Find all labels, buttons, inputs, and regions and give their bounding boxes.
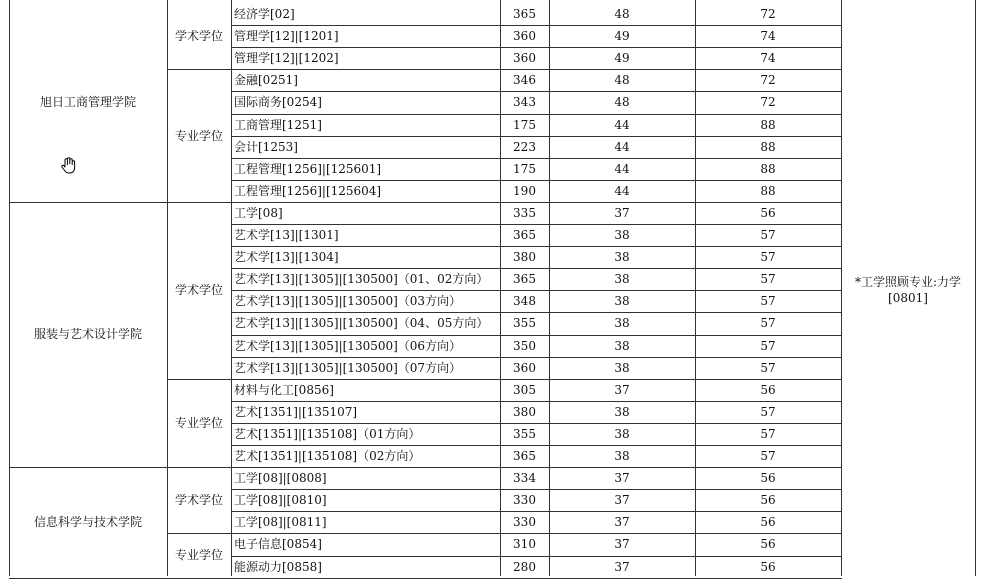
major-name: 能源动力[0858] xyxy=(234,559,322,574)
single-subject-score-a: 38 xyxy=(614,250,630,265)
note-cell: *工学照顾专业:力学[0801] xyxy=(854,275,962,306)
single-subject-score-a: 37 xyxy=(614,382,630,397)
grid-line xyxy=(695,0,696,576)
single-subject-score-a: 49 xyxy=(614,29,630,44)
total-score: 280 xyxy=(513,559,536,574)
total-score: 175 xyxy=(513,117,536,132)
single-subject-score-a: 37 xyxy=(614,205,630,220)
major-name: 艺术学[13]|[1305]|[130500]（04、05方向） xyxy=(234,316,489,331)
total-score: 380 xyxy=(513,404,536,419)
degree-type: 专业学位 xyxy=(174,415,223,430)
single-subject-score-b: 56 xyxy=(760,515,776,530)
single-subject-score-b: 72 xyxy=(760,73,776,88)
single-subject-score-b: 72 xyxy=(760,7,776,22)
single-subject-score-b: 57 xyxy=(760,404,776,419)
single-subject-score-b: 56 xyxy=(760,205,776,220)
total-score: 343 xyxy=(513,95,536,110)
total-score: 360 xyxy=(513,360,536,375)
total-score: 348 xyxy=(513,294,536,309)
degree-type: 学术学位 xyxy=(174,493,223,508)
major-name: 国际商务[0254] xyxy=(234,95,322,110)
single-subject-score-b: 56 xyxy=(760,559,776,574)
single-subject-score-b: 57 xyxy=(760,272,776,287)
single-subject-score-a: 38 xyxy=(614,294,630,309)
single-subject-score-b: 88 xyxy=(760,183,776,198)
grid-line xyxy=(9,0,10,576)
major-name: 工商管理[1251] xyxy=(234,117,322,132)
total-score: 355 xyxy=(513,426,536,441)
major-name: 艺术学[13]|[1304] xyxy=(234,250,339,265)
grid-line xyxy=(841,0,842,576)
major-name: 工程管理[1256]|[125604] xyxy=(234,183,382,198)
total-score: 360 xyxy=(513,29,536,44)
college-name: 旭日工商管理学院 xyxy=(39,95,136,110)
single-subject-score-a: 44 xyxy=(614,117,630,132)
single-subject-score-a: 38 xyxy=(614,360,630,375)
single-subject-score-a: 48 xyxy=(614,7,630,22)
college-name: 服装与艺术设计学院 xyxy=(33,327,142,342)
single-subject-score-a: 38 xyxy=(614,338,630,353)
single-subject-score-a: 38 xyxy=(614,228,630,243)
total-score: 346 xyxy=(513,73,536,88)
single-subject-score-b: 88 xyxy=(760,139,776,154)
major-name: 工学[08]|[0810] xyxy=(234,493,327,508)
single-subject-score-a: 49 xyxy=(614,51,630,66)
total-score: 360 xyxy=(513,51,536,66)
major-name: 工学[08]|[0811] xyxy=(234,515,327,530)
single-subject-score-b: 56 xyxy=(760,537,776,552)
college-name: 信息科学与技术学院 xyxy=(33,515,142,530)
grid-line xyxy=(549,0,550,576)
single-subject-score-b: 56 xyxy=(760,382,776,397)
single-subject-score-a: 48 xyxy=(614,95,630,110)
single-subject-score-a: 44 xyxy=(614,161,630,176)
total-score: 365 xyxy=(513,228,536,243)
single-subject-score-a: 37 xyxy=(614,559,630,574)
major-name: 会计[1253] xyxy=(234,139,298,154)
major-name: 工学[08]|[0808] xyxy=(234,471,327,486)
single-subject-score-b: 88 xyxy=(760,161,776,176)
single-subject-score-a: 37 xyxy=(614,493,630,508)
major-name: 艺术学[13]|[1305]|[130500]（07方向） xyxy=(234,360,462,375)
grid-line xyxy=(975,0,976,576)
single-subject-score-a: 38 xyxy=(614,272,630,287)
single-subject-score-b: 74 xyxy=(760,51,776,66)
total-score: 380 xyxy=(513,250,536,265)
major-name: 艺术学[13]|[1305]|[130500]（03方向） xyxy=(234,294,462,309)
single-subject-score-a: 44 xyxy=(614,183,630,198)
major-name: 艺术[1351]|[135107] xyxy=(234,404,358,419)
single-subject-score-b: 57 xyxy=(760,294,776,309)
single-subject-score-a: 37 xyxy=(614,537,630,552)
total-score: 350 xyxy=(513,338,536,353)
major-name: 管理学[12]|[1201] xyxy=(234,29,339,44)
total-score: 190 xyxy=(513,183,536,198)
major-name: 材料与化工[0856] xyxy=(234,382,334,397)
major-name: 艺术学[13]|[1305]|[130500]（01、02方向） xyxy=(234,272,489,287)
single-subject-score-a: 38 xyxy=(614,404,630,419)
grid-line xyxy=(500,0,501,576)
single-subject-score-a: 48 xyxy=(614,73,630,88)
single-subject-score-b: 57 xyxy=(760,338,776,353)
single-subject-score-b: 57 xyxy=(760,228,776,243)
single-subject-score-b: 56 xyxy=(760,471,776,486)
single-subject-score-b: 56 xyxy=(760,493,776,508)
total-score: 365 xyxy=(513,449,536,464)
total-score: 330 xyxy=(513,515,536,530)
single-subject-score-b: 57 xyxy=(760,426,776,441)
major-name: 工学[08] xyxy=(234,205,283,220)
degree-type: 专业学位 xyxy=(174,548,223,563)
total-score: 355 xyxy=(513,316,536,331)
major-name: 管理学[12]|[1202] xyxy=(234,51,339,66)
single-subject-score-a: 37 xyxy=(614,471,630,486)
grid-line xyxy=(167,0,168,576)
major-name: 艺术[1351]|[135108]（02方向） xyxy=(234,449,421,464)
single-subject-score-b: 57 xyxy=(760,250,776,265)
single-subject-score-a: 38 xyxy=(614,316,630,331)
single-subject-score-b: 74 xyxy=(760,29,776,44)
total-score: 223 xyxy=(513,139,536,154)
total-score: 334 xyxy=(513,471,536,486)
single-subject-score-b: 57 xyxy=(760,449,776,464)
single-subject-score-b: 88 xyxy=(760,117,776,132)
major-name: 艺术[1351]|[135108]（01方向） xyxy=(234,426,421,441)
single-subject-score-a: 38 xyxy=(614,426,630,441)
major-name: 经济学[02] xyxy=(234,7,295,22)
total-score: 330 xyxy=(513,493,536,508)
single-subject-score-b: 57 xyxy=(760,360,776,375)
total-score: 365 xyxy=(513,7,536,22)
single-subject-score-a: 37 xyxy=(614,515,630,530)
hand-pointer-icon xyxy=(59,156,79,176)
grid-line xyxy=(231,0,232,576)
single-subject-score-b: 72 xyxy=(760,95,776,110)
degree-type: 学术学位 xyxy=(174,29,223,44)
single-subject-score-b: 57 xyxy=(760,316,776,331)
total-score: 305 xyxy=(513,382,536,397)
total-score: 335 xyxy=(513,205,536,220)
degree-type: 专业学位 xyxy=(174,128,223,143)
total-score: 175 xyxy=(513,161,536,176)
total-score: 310 xyxy=(513,537,536,552)
major-name: 金融[0251] xyxy=(234,73,298,88)
single-subject-score-a: 44 xyxy=(614,139,630,154)
major-name: 电子信息[0854] xyxy=(234,537,322,552)
major-name: 艺术学[13]|[1305]|[130500]（06方向） xyxy=(234,338,462,353)
single-subject-score-a: 38 xyxy=(614,449,630,464)
degree-type: 学术学位 xyxy=(174,283,223,298)
major-name: 工程管理[1256]|[125601] xyxy=(234,161,382,176)
major-name: 艺术学[13]|[1301] xyxy=(234,228,339,243)
total-score: 365 xyxy=(513,272,536,287)
